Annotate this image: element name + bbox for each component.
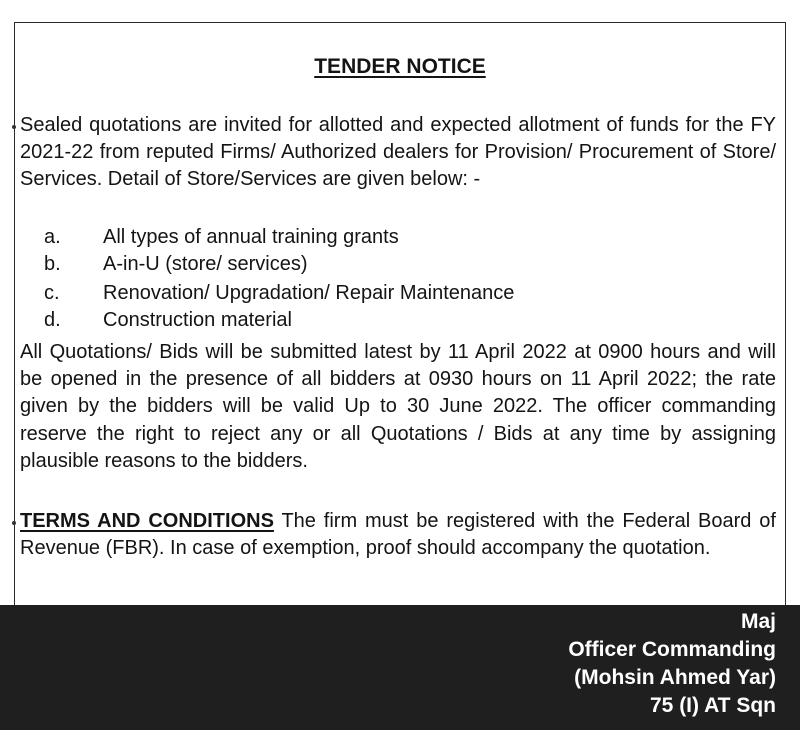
list-item — [0, 309, 800, 336]
list-item-text: All types of annual training grants — [103, 226, 399, 248]
list-item-marker: c. — [44, 282, 60, 304]
list-item-text: Renovation/ Upgradation/ Repair Maintenance — [103, 282, 515, 304]
list-item — [0, 226, 800, 253]
terms-text: The firm must be registered with the Federal Board of Revenue (FBR). In case of exemption, proof should accompany the quotation. — [20, 510, 776, 560]
terms-paragraph — [20, 508, 776, 562]
list-item-marker: d. — [44, 309, 61, 331]
margin-mark — [12, 125, 16, 129]
list-item-marker: b. — [44, 253, 61, 275]
signature-rank: Maj — [740, 610, 776, 633]
submission-paragraph: All Quotations/ Bids will be submitted latest by 11 April 2022 at 0900 hours and will be opened in the presence of all bidders at 0930 hours on 11 April 2022; the rate given by the bidders will be valid Up to 30 June 2022. The officer commanding reserve the right to reject any or all Quotations / Bids at any time by assigning plausible reasons to the bidders. — [20, 341, 776, 472]
margin-mark — [12, 521, 16, 525]
signature-block — [568, 608, 776, 720]
intro-paragraph: Sealed quotations are invited for allotted and expected allotment of funds for the FY 2021-22 from reputed Firms/ Authorized dealers for Provision/ Procurement of Store/ Services. Detail of Store/Services are given below: - — [20, 114, 776, 191]
signature-unit: 75 (I) AT Sqn — [650, 694, 776, 717]
signature-designation: Officer Commanding — [568, 638, 776, 661]
signature-name: (Mohsin Ahmed Yar) — [574, 666, 776, 689]
list-item-text: Construction material — [103, 309, 292, 331]
list-item-text: A-in-U (store/ services) — [103, 253, 308, 275]
terms-heading: TERMS AND CONDITIONS — [20, 510, 274, 532]
list-item — [0, 253, 800, 280]
notice-title — [0, 55, 800, 79]
list-item-marker: a. — [44, 226, 61, 248]
list-item — [0, 282, 800, 309]
notice-title-text: TENDER NOTICE — [314, 55, 486, 78]
